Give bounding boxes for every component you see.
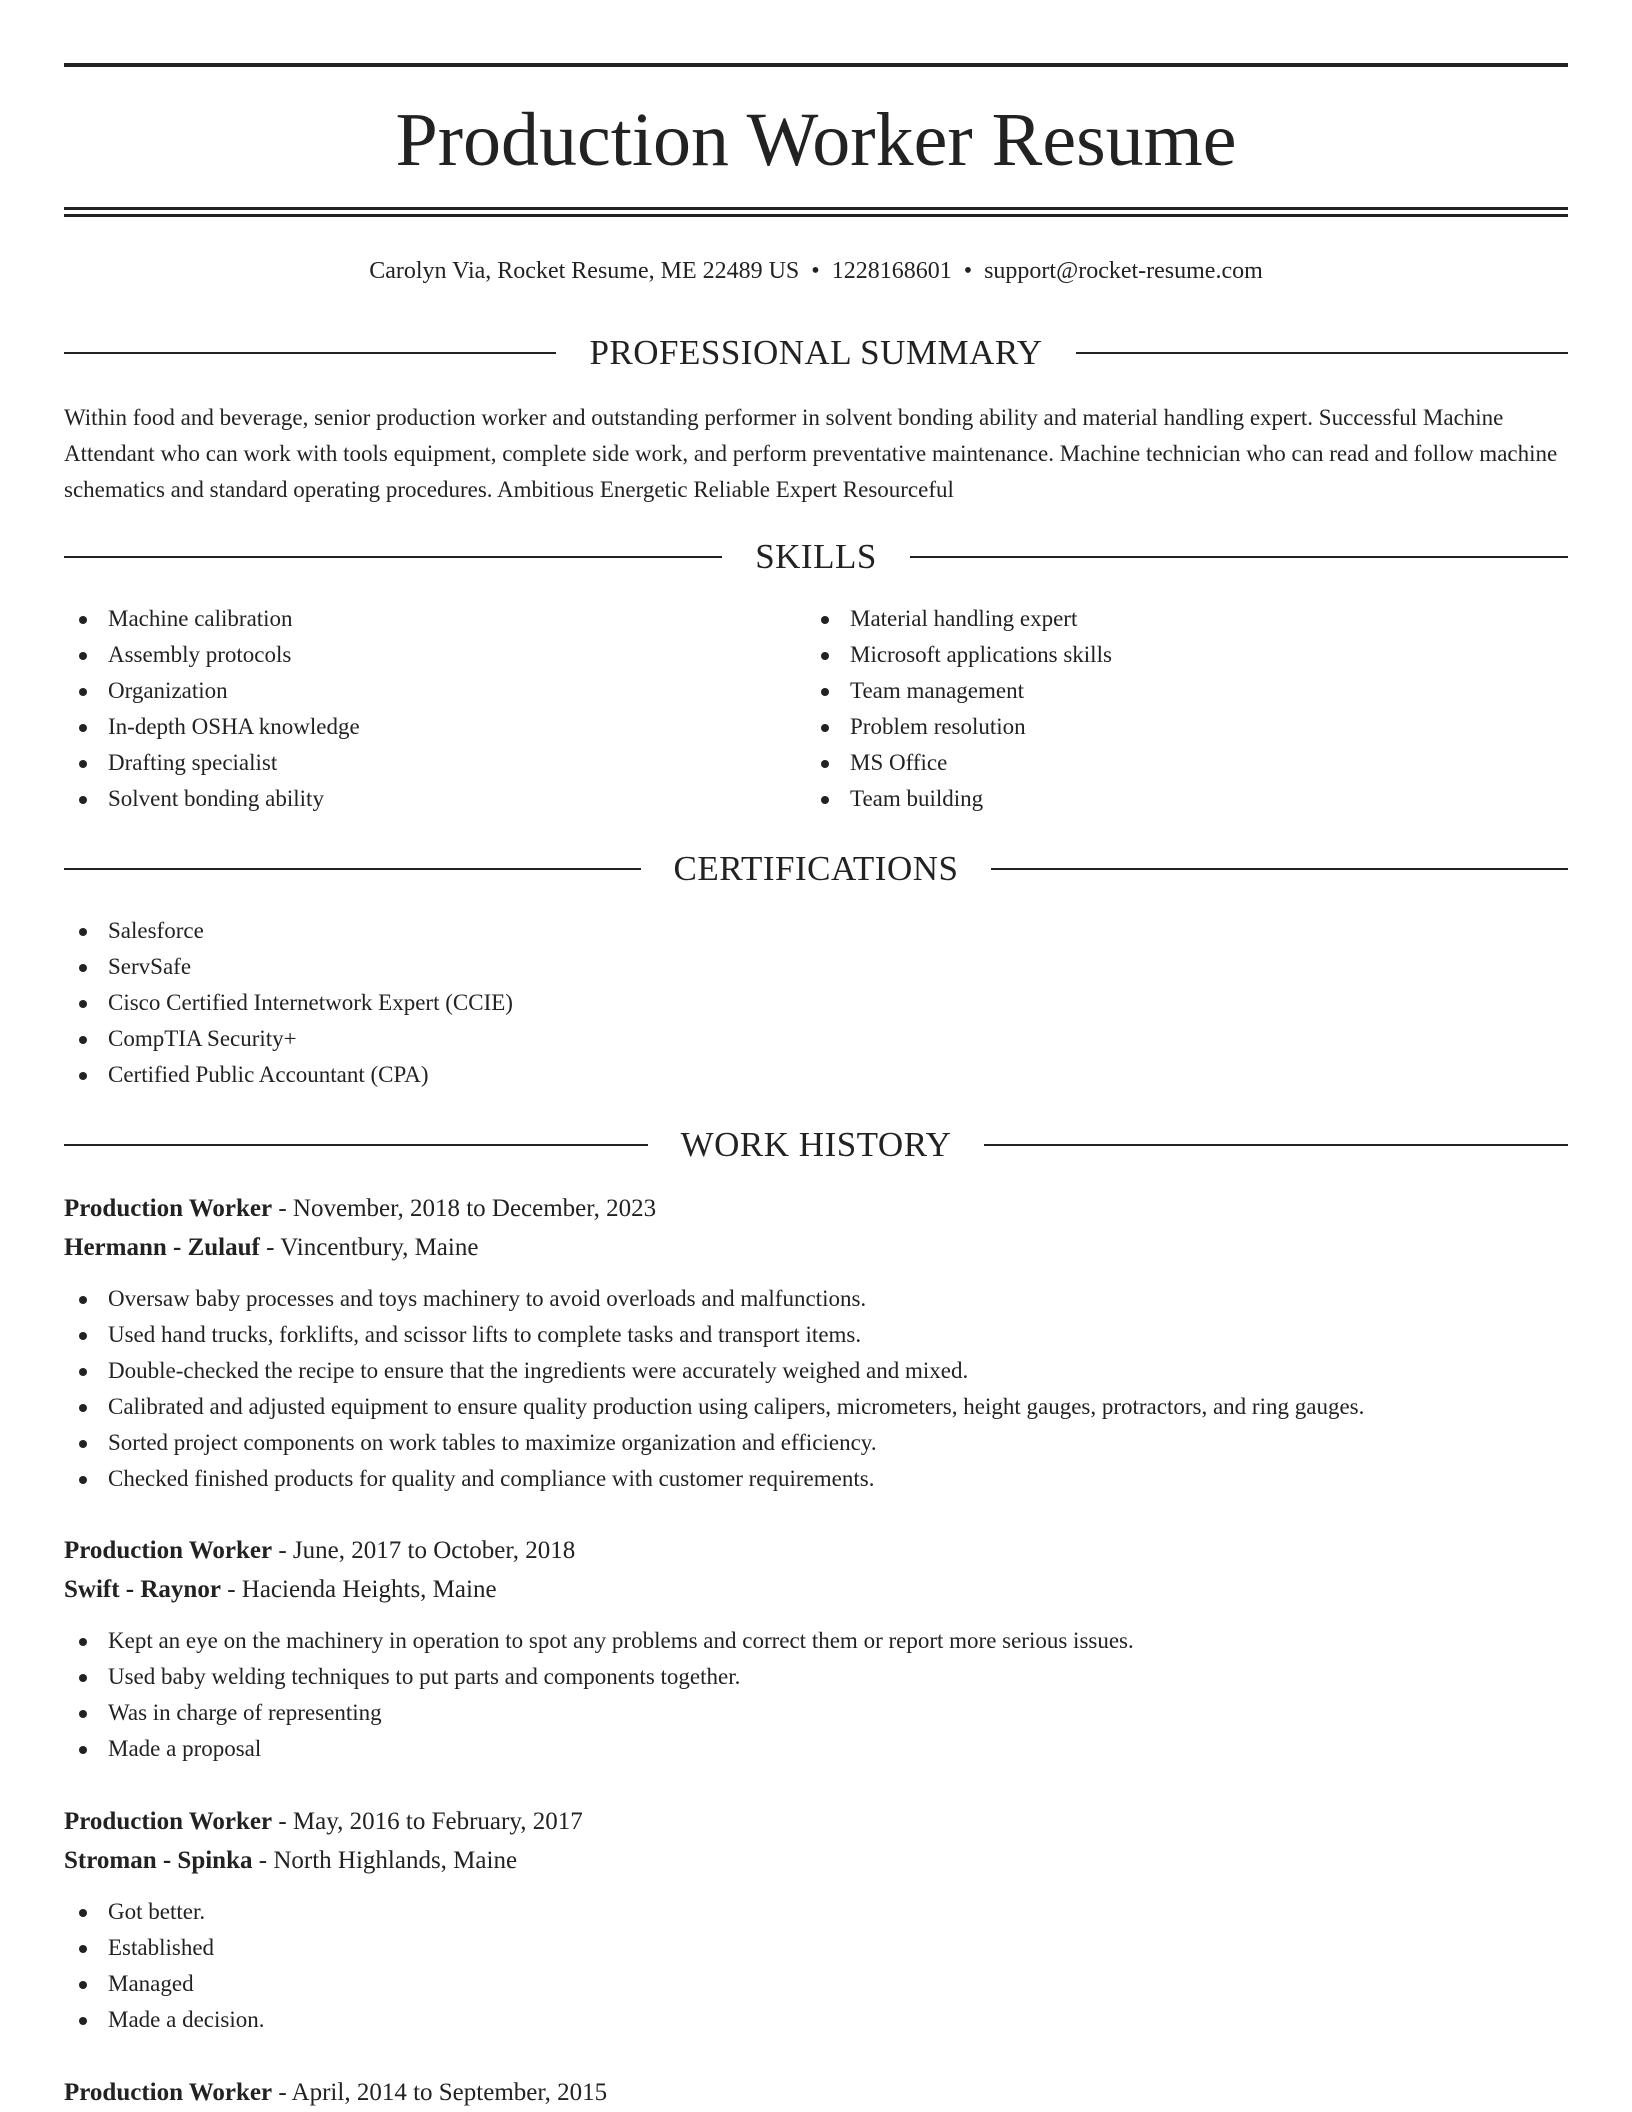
job-title-line [64, 2073, 1568, 2112]
certifications-heading [64, 847, 1568, 891]
job-entry [64, 1802, 1568, 2038]
job-title-line [64, 1189, 1568, 1228]
skill-item: Material handling expert [806, 601, 1506, 637]
contact-address: Carolyn Via, Rocket Resume, ME 22489 US [369, 258, 800, 284]
contact-phone: 1228168601 [831, 258, 952, 284]
certification-item: ServSafe [64, 949, 1568, 985]
resume-title: Production Worker Resume [395, 98, 1237, 182]
contact-separator: • [811, 258, 820, 284]
contact-email: support@rocket-resume.com [984, 258, 1263, 284]
heading-rule [991, 868, 1568, 870]
heading-rule [64, 352, 556, 354]
summary-heading-label: PROFESSIONAL SUMMARY [589, 333, 1043, 372]
summary-text: Within food and beverage, senior production worker and outstanding performer in solvent bonding ability and material handling expert. Successful Machine Attendant who can work with tools equipment, complete side work, and perform preventative maintenance. Machine technician who can read and follow machine schematics and standard operating procedures. Ambitious Energetic Reliable Expert Resourceful [64, 405, 1558, 502]
skills-list-right [806, 601, 1506, 817]
heading-rule [64, 556, 722, 558]
job-company: Stroman - Spinka [64, 1847, 253, 1874]
skill-item: Solvent bonding ability [64, 781, 764, 817]
contact-separator: • [963, 258, 973, 284]
certification-item: Cisco Certified Internetwork Expert (CCIE) [64, 985, 1568, 1021]
job-duty-item: Calibrated and adjusted equipment to ensure quality production using calipers, micrometers, height gauges, protractors, and ring gauges. [64, 1389, 1568, 1425]
job-entry [64, 2073, 1568, 2112]
job-duty-item: Double-checked the recipe to ensure that the ingredients were accurately weighed and mixed. [64, 1353, 1568, 1389]
job-dates: - April, 2014 to September, 2015 [278, 2079, 608, 2106]
job-location: - Hacienda Heights, Maine [227, 1576, 497, 1603]
heading-rule [910, 556, 1568, 558]
top-rule [64, 63, 1568, 67]
skills-heading-label: SKILLS [755, 537, 877, 576]
job-duty-item: Made a decision. [64, 2002, 1568, 2038]
job-dates: - June, 2017 to October, 2018 [278, 1537, 576, 1564]
job-location: - Vincentbury, Maine [266, 1234, 479, 1261]
job-title-line [64, 1802, 1568, 1841]
skill-item: Organization [64, 673, 764, 709]
job-duty-item: Kept an eye on the machinery in operation to spot any problems and correct them or report more serious issues. [64, 1623, 1568, 1659]
job-duty-item: Established [64, 1930, 1568, 1966]
skill-item: Team management [806, 673, 1506, 709]
job-company: Swift - Raynor [64, 1576, 221, 1603]
skill-item: MS Office [806, 745, 1506, 781]
skill-item: Assembly protocols [64, 637, 764, 673]
job-title: Production Worker [64, 1808, 273, 1835]
job-company-line [64, 1228, 1568, 1267]
job-duties-list [64, 1281, 1568, 1497]
job-duty-item: Used baby welding techniques to put parts and components together. [64, 1659, 1568, 1695]
certifications-heading-label: CERTIFICATIONS [673, 849, 959, 888]
skill-item: Microsoft applications skills [806, 637, 1506, 673]
skill-item: Machine calibration [64, 601, 764, 637]
job-duty-item: Managed [64, 1966, 1568, 2002]
job-title: Production Worker [64, 1195, 273, 1222]
title-double-rule [64, 207, 1568, 217]
job-company: Hermann - Zulauf [64, 1234, 260, 1261]
heading-rule [1076, 352, 1568, 354]
job-duties-list [64, 1894, 1568, 2038]
job-dates: - November, 2018 to December, 2023 [278, 1195, 657, 1222]
job-dates: - May, 2016 to February, 2017 [278, 1808, 583, 1835]
job-duty-item: Oversaw baby processes and toys machinery to avoid overloads and malfunctions. [64, 1281, 1568, 1317]
skill-item: Drafting specialist [64, 745, 764, 781]
job-title: Production Worker [64, 2079, 273, 2106]
certification-item: CompTIA Security+ [64, 1021, 1568, 1057]
job-duty-item: Made a proposal [64, 1731, 1568, 1767]
certifications-list [64, 913, 1568, 1093]
skill-item: Team building [806, 781, 1506, 817]
job-location: - North Highlands, Maine [258, 1847, 518, 1874]
work-history-heading-label: WORK HISTORY [680, 1125, 952, 1164]
skill-item: In-depth OSHA knowledge [64, 709, 764, 745]
heading-rule [64, 868, 641, 870]
contact-line [64, 254, 1568, 288]
job-duty-item: Got better. [64, 1894, 1568, 1930]
work-history-heading [64, 1123, 1568, 1167]
skills-list-left [64, 601, 764, 817]
job-company-line [64, 1570, 1568, 1609]
job-duty-item: Used hand trucks, forklifts, and scissor lifts to complete tasks and transport items. [64, 1317, 1568, 1353]
skills-heading [64, 535, 1568, 579]
certification-item: Certified Public Accountant (CPA) [64, 1057, 1568, 1093]
job-title-line [64, 1531, 1568, 1570]
job-duty-item: Checked finished products for quality and compliance with customer requirements. [64, 1461, 1568, 1497]
summary-heading [64, 331, 1568, 375]
job-entry [64, 1189, 1568, 1497]
certification-item: Salesforce [64, 913, 1568, 949]
job-entry [64, 1531, 1568, 1767]
heading-rule [64, 1144, 648, 1146]
job-duty-item: Was in charge of representing [64, 1695, 1568, 1731]
heading-rule [984, 1144, 1568, 1146]
job-duty-item: Sorted project components on work tables to maximize organization and efficiency. [64, 1425, 1568, 1461]
job-company-line [64, 1841, 1568, 1880]
skill-item: Problem resolution [806, 709, 1506, 745]
job-title: Production Worker [64, 1537, 273, 1564]
job-duties-list [64, 1623, 1568, 1767]
